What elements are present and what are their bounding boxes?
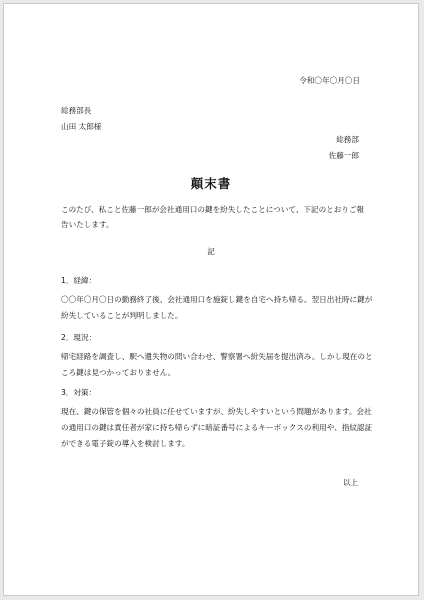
- intro-paragraph: このたび、私こと佐藤一郎が会社通用口の鍵を紛失したことについて、下記のとおりご報告いたします。: [61, 205, 365, 229]
- section-current-status: [61, 333, 376, 381]
- section-heading: 1．経緯：: [61, 276, 97, 285]
- section-body: 現在、鍵の保管を個々の社員に任せていますが、紛失しやすいという問題があります。会社の通用口の鍵は責任者が家に持ち帰らずに暗証番号によるキーボックスの利用や、指紋認証ができる電子錠の導入を検討します。: [61, 407, 373, 448]
- sender-department: 総務部: [336, 135, 359, 144]
- section-body: 〇〇年〇月〇日の勤務終了後、会社通用口を施錠し鍵を自宅へ持ち帰る。翌日出社時に鍵が紛失していることが判明しました。: [61, 295, 373, 320]
- recipient-department: 総務部長: [61, 106, 92, 115]
- document-title: 顛末書: [190, 176, 232, 191]
- section-countermeasures: [61, 388, 376, 452]
- section-heading: 2．現況：: [61, 333, 97, 342]
- document-date: 令和〇年〇月〇日: [299, 76, 360, 85]
- section-background: [61, 276, 376, 324]
- recipient-name: 山田 太郎様: [61, 122, 102, 131]
- ki-label: 記: [207, 247, 215, 256]
- section-heading: 3．対策：: [61, 388, 97, 397]
- section-body: 帰宅経路を調査し、駅へ遺失物の問い合わせ、警察署へ紛失届を提出済み。しかし現在のところ鍵は見つかっておりません。: [61, 352, 373, 377]
- sender-name: 佐藤一郎: [328, 151, 359, 160]
- closing-ijo: 以上: [342, 478, 358, 487]
- document-page: [3, 3, 419, 596]
